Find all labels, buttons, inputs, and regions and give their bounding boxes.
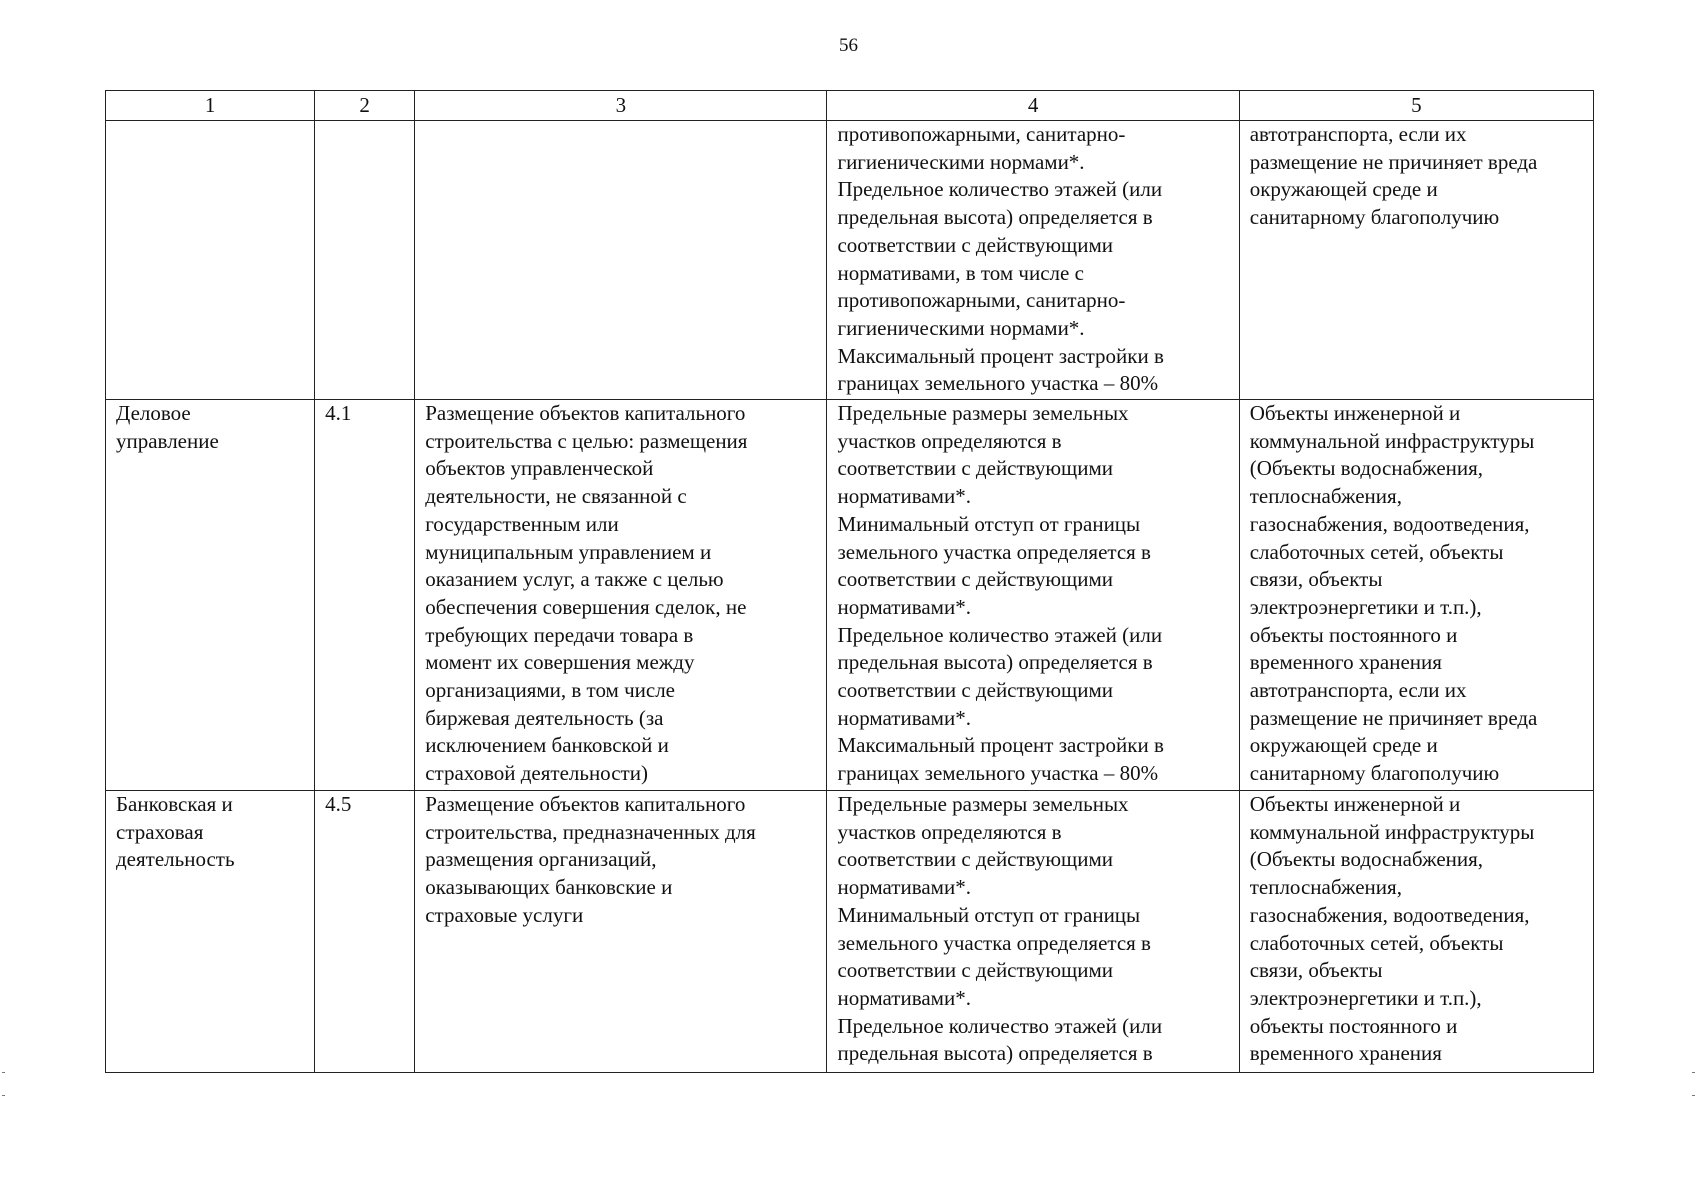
use-type-name-cell [106,121,315,400]
use-code-cell: 4.5 [315,791,415,1073]
use-code-cell: 4.1 [315,400,415,791]
column-header-1: 1 [106,91,315,121]
page-number: 56 [839,35,858,56]
table-row-business-management [106,400,1594,791]
column-header-4: 4 [827,91,1239,121]
use-description-cell: Размещение объектов капитального строительства, предназначенных для размещения организаций, оказывающих банковские и страховые услуги [415,791,827,1073]
use-description-cell [415,121,827,400]
auxiliary-uses-cell: Объекты инженерной и коммунальной инфраструктуры (Объекты водоснабжения, теплоснабжения, газоснабжения, водоотведения, слаботочных сетей, объекты связи, объекты электроэнергетики и т.п.), объекты постоянного и временного хранения [1239,791,1593,1073]
use-description-cell: Размещение объектов капитального строительства с целью: размещения объектов управленческой деятельности, не связанной с государственным или муниципальным управлением и оказанием услуг, а также с целью обеспечения совершения сделок, не требующих передачи товара в момент их совершения между организациями, в том числе биржевая деятельность (за исключением банковской и страховой деятельности) [415,400,827,791]
column-header-3: 3 [415,91,827,121]
parameters-cell: Предельные размеры земельных участков определяются в соответствии с действующими нормативами*. Минимальный отступ от границы земельного участка определяется в соответствии с действующими нормативами*. Предельное количество этажей (или предельная высота) определяется в [827,791,1239,1073]
column-header-2: 2 [315,91,415,121]
table-row-continuation [106,121,1594,400]
table-header-row [106,91,1594,121]
right-scan-edge-mark [1692,1072,1695,1096]
column-header-5: 5 [1239,91,1593,121]
auxiliary-uses-cell: Объекты инженерной и коммунальной инфраструктуры (Объекты водоснабжения, теплоснабжения, газоснабжения, водоотведения, слаботочных сетей, объекты связи, объекты электроэнергетики и т.п.), объекты постоянного и временного хранения автотранспорта, если их размещение не причиняет вреда окружающей среде и санитарному благополучию [1239,400,1593,791]
parameters-cell: Предельные размеры земельных участков определяются в соответствии с действующими нормативами*. Минимальный отступ от границы земельного участка определяется в соответствии с действующими нормативами*. Предельное количество этажей (или предельная высота) определяется в соответствии с действующими нормативами*. Максимальный процент застройки в границах земельного участка – 80% [827,400,1239,791]
use-type-name-cell: Банковская и страховая деятельность [106,791,315,1073]
left-scan-edge-mark [2,1072,5,1096]
use-type-name-cell: Деловое управление [106,400,315,791]
land-use-table [105,90,1594,1073]
table-row-banking-insurance [106,791,1594,1073]
use-code-cell [315,121,415,400]
auxiliary-uses-cell: автотранспорта, если их размещение не причиняет вреда окружающей среде и санитарному благополучию [1239,121,1593,400]
parameters-cell: противопожарными, санитарно- гигиеническими нормами*. Предельное количество этажей (или предельная высота) определяется в соответствии с действующими нормативами, в том числе с противопожарными, санитарно- гигиеническими нормами*. Максимальный процент застройки в границах земельного участка – 80% [827,121,1239,400]
